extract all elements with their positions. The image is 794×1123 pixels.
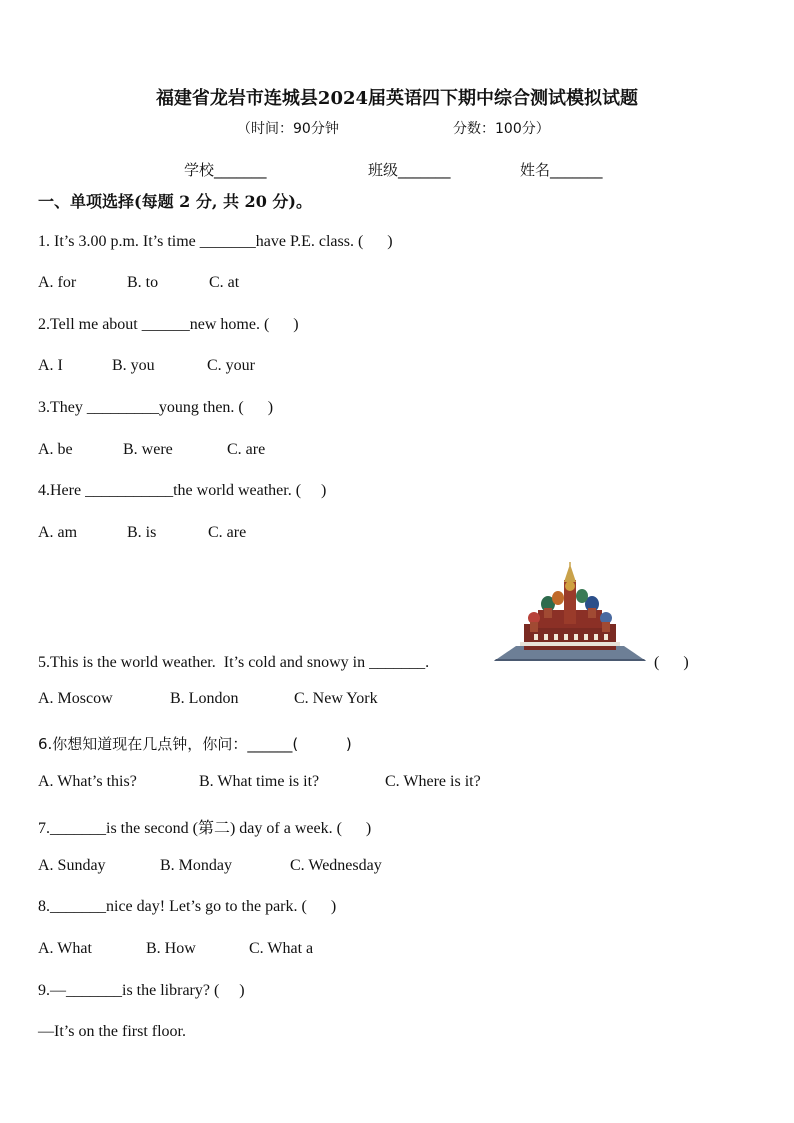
question-4: 4.Here ___________the world weather. ( ) <box>38 482 327 499</box>
option-4b: B. is <box>127 524 157 541</box>
option-8a: A. What <box>38 940 92 957</box>
exam-score: 分数：100分） <box>453 121 550 137</box>
question-2: 2.Tell me about ______new home. ( ) <box>38 316 299 333</box>
question-3: 3.They _________young then. ( ) <box>38 399 274 416</box>
option-5b: B. London <box>170 690 239 707</box>
option-5a: A. Moscow <box>38 690 113 707</box>
class-field: 班级_______ <box>368 161 451 179</box>
option-8c: C. What a <box>249 940 314 957</box>
page-title: 福建省龙岩市连城县2024届英语四下期中综合测试模拟试题 <box>155 88 639 109</box>
question-7: 7._______is the second (第二) day of a week. ( ) <box>38 820 372 837</box>
option-3a: A. be <box>38 441 73 458</box>
section-title: 一、单项选择(每题 2 分, 共 20 分)。 <box>38 192 312 211</box>
option-5c: C. New York <box>294 690 378 707</box>
option-6a: A. What’s this? <box>38 773 137 790</box>
option-4a: A. am <box>38 524 78 541</box>
option-8b: B. How <box>146 940 196 957</box>
option-1c: C. at <box>209 274 240 291</box>
option-7c: C. Wednesday <box>290 857 382 874</box>
option-3b: B. were <box>123 441 173 458</box>
school-field: 学校_______ <box>184 161 267 179</box>
question-1: 1. It’s 3.00 p.m. It’s time _______have P.E. class. ( ) <box>38 233 393 250</box>
option-4c: C. are <box>208 524 247 541</box>
cathedral-icon <box>494 562 646 662</box>
question-5: 5.This is the world weather. It’s cold and snowy in _______. <box>38 654 430 671</box>
answer-9: —It’s on the first floor. <box>38 1023 186 1040</box>
option-7b: B. Monday <box>160 857 232 874</box>
exam-time: （时间：90分钟 <box>237 121 339 137</box>
option-1a: A. for <box>38 274 77 291</box>
answer-paren-5: ( ) <box>654 654 689 671</box>
option-3c: C. are <box>227 441 266 458</box>
option-2b: B. you <box>112 357 155 374</box>
question-9: 9.—_______is the library? ( ) <box>38 982 245 999</box>
option-2a: A. I <box>38 357 63 374</box>
option-2c: C. your <box>207 357 255 374</box>
option-6b: B. What time is it? <box>199 773 320 790</box>
option-6c: C. Where is it? <box>385 773 481 790</box>
question-6: 6.你想知道现在几点钟，你问：______( ) <box>38 735 352 753</box>
name-field: 姓名_______ <box>520 161 603 179</box>
option-1b: B. to <box>127 274 159 291</box>
option-7a: A. Sunday <box>38 857 106 874</box>
question-8: 8._______nice day! Let’s go to the park. ( ) <box>38 898 337 915</box>
